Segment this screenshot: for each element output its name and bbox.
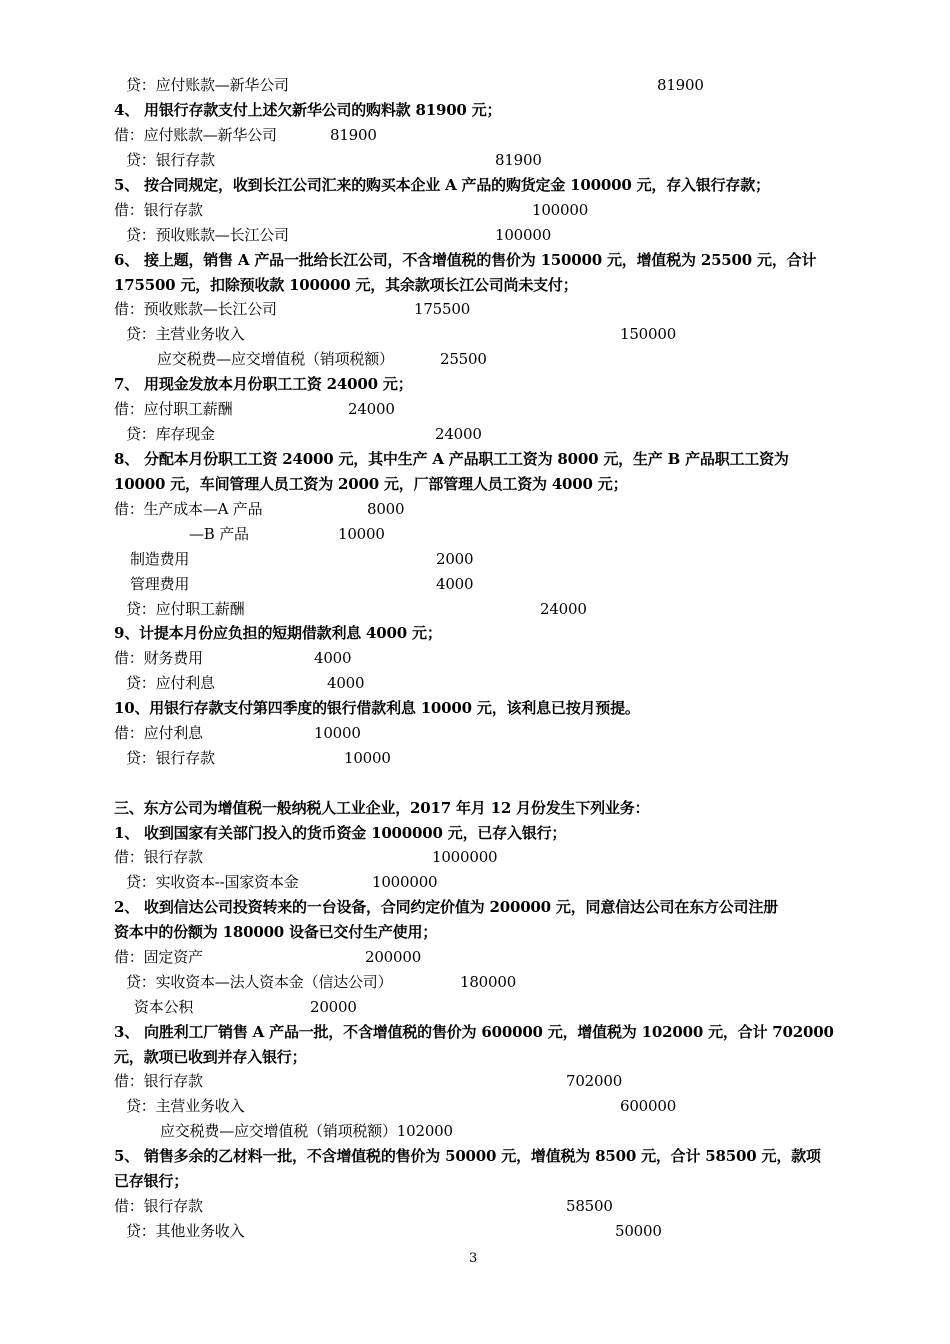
item-heading: 10、用银行存款支付第四季度的银行借款利息 10000 元，该利息已按月预提。	[114, 699, 640, 717]
page-number: 3	[469, 1251, 478, 1266]
entry-credit-sub-text: 资本公积	[134, 998, 194, 1016]
entry-debit-sub-text: —B 产品	[189, 525, 249, 543]
entry-debit-text: 借：应付利息	[114, 724, 203, 742]
entry-amount: 4000	[314, 649, 352, 667]
entry-amount: 81900	[495, 151, 542, 169]
item-heading: 9、计提本月份应负担的短期借款利息 4000 元；	[114, 624, 442, 642]
entry-amount: 25500	[440, 350, 487, 368]
item-heading: 6、 接上题，销售 A 产品一批给长江公司，不含增值税的售价为 150000 元，增值税为 25500 元，合计	[114, 251, 817, 269]
item-heading: 1、 收到国家有关部门投入的货币资金 1000000 元，已存入银行；	[114, 824, 567, 842]
entry-amount: 4000	[327, 674, 365, 692]
entry-debit-text: 借：应付职工薪酬	[114, 400, 233, 418]
entry-credit-text: 贷：应付利息	[126, 674, 215, 692]
entry-credit-sub-text: 应交税费—应交增值税（销项税额）102000	[160, 1122, 453, 1140]
entry-credit-text: 贷：实收资本--国家资本金	[126, 873, 299, 891]
item-heading-cont: 元，款项已收到并存入银行；	[114, 1048, 307, 1066]
entry-credit-text: 贷：主营业务收入	[126, 325, 245, 343]
entry-credit-text: 贷：应付职工薪酬	[126, 600, 245, 618]
entry-debit-text: 借：固定资产	[114, 948, 203, 966]
item-heading: 8、 分配本月份职工工资 24000 元，其中生产 A 产品职工工资为 8000 元，生产 B 产品职工工资为	[114, 450, 789, 468]
item-heading-cont: 资本中的份额为 180000 设备已交付生产使用；	[114, 923, 438, 941]
entry-debit-text: 借：生产成本—A 产品	[114, 500, 263, 518]
entry-debit-text: 借：应付账款—新华公司	[114, 126, 277, 144]
item-heading: 5、 销售多余的乙材料一批，不含增值税的售价为 50000 元，增值税为 8500 元，合计 58500 元，款项	[114, 1147, 821, 1165]
entry-amount: 24000	[435, 425, 482, 443]
item-heading: 4、 用银行存款支付上述欠新华公司的购料款 81900 元；	[114, 101, 502, 119]
entry-debit-text: 借：银行存款	[114, 1072, 203, 1090]
entry-debit-text: 借：预收账款—长江公司	[114, 300, 277, 318]
entry-amount: 10000	[314, 724, 361, 742]
entry-credit-text: 贷：应付账款—新华公司	[126, 76, 289, 94]
entry-credit-text: 贷：实收资本—法人资本金（信达公司）	[126, 973, 393, 991]
entry-amount: 10000	[344, 749, 391, 767]
entry-amount: 1000000	[432, 848, 498, 866]
entry-credit-sub-text: 应交税费—应交增值税（销项税额）	[157, 350, 394, 368]
entry-amount: 81900	[330, 126, 377, 144]
entry-amount: 150000	[620, 325, 677, 343]
item-heading: 2、 收到信达公司投资转来的一台设备，合同约定价值为 200000 元，同意信达公司在东方公司注册	[114, 898, 778, 916]
entry-amount: 100000	[532, 201, 589, 219]
entry-credit-text: 贷：银行存款	[126, 749, 215, 767]
entry-amount: 8000	[367, 500, 405, 518]
section-heading: 三、东方公司为增值税一般纳税人工业企业，2017 年月 12 月份发生下列业务：	[114, 799, 650, 817]
entry-amount: 200000	[365, 948, 422, 966]
item-heading-cont: 10000 元，车间管理人员工资为 2000 元，厂部管理人员工资为 4000 元；	[114, 475, 628, 493]
entry-debit-text: 借：银行存款	[114, 848, 203, 866]
item-heading-cont: 已存银行；	[114, 1172, 189, 1190]
entry-amount: 50000	[615, 1222, 662, 1240]
entry-amount: 702000	[566, 1072, 623, 1090]
entry-debit-text: 借：财务费用	[114, 649, 203, 667]
entry-amount: 2000	[436, 550, 474, 568]
entry-amount: 58500	[566, 1197, 613, 1215]
item-heading: 3、 向胜利工厂销售 A 产品一批，不含增值税的售价为 600000 元，增值税为 102000 元，合计 702000	[114, 1023, 834, 1041]
entry-amount: 1000000	[372, 873, 438, 891]
entry-debit-text: 借：银行存款	[114, 1197, 203, 1215]
entry-amount: 4000	[436, 575, 474, 593]
item-heading: 7、 用现金发放本月份职工工资 24000 元；	[114, 375, 413, 393]
entry-amount: 10000	[338, 525, 385, 543]
entry-debit-sub-text: 制造费用	[130, 550, 190, 568]
entry-debit-sub-text: 管理费用	[130, 575, 190, 593]
entry-debit-text: 借：银行存款	[114, 201, 203, 219]
entry-amount: 24000	[348, 400, 395, 418]
item-heading-cont: 175500 元，扣除预收款 100000 元，其余款项长江公司尚未支付；	[114, 276, 578, 294]
entry-amount: 180000	[460, 973, 517, 991]
entry-amount: 20000	[310, 998, 357, 1016]
entry-amount: 175500	[414, 300, 471, 318]
entry-credit-text: 贷：库存现金	[126, 425, 215, 443]
entry-amount: 81900	[657, 76, 704, 94]
entry-credit-text: 贷：预收账款—长江公司	[126, 226, 289, 244]
entry-amount: 600000	[620, 1097, 677, 1115]
entry-credit-text: 贷：其他业务收入	[126, 1222, 245, 1240]
entry-credit-text: 贷：主营业务收入	[126, 1097, 245, 1115]
entry-credit-text: 贷：银行存款	[126, 151, 215, 169]
item-heading: 5、 按合同规定，收到长江公司汇来的购买本企业 A 产品的购货定金 100000 元，存入银行存款；	[114, 176, 770, 194]
entry-amount: 24000	[540, 600, 587, 618]
entry-amount: 100000	[495, 226, 552, 244]
